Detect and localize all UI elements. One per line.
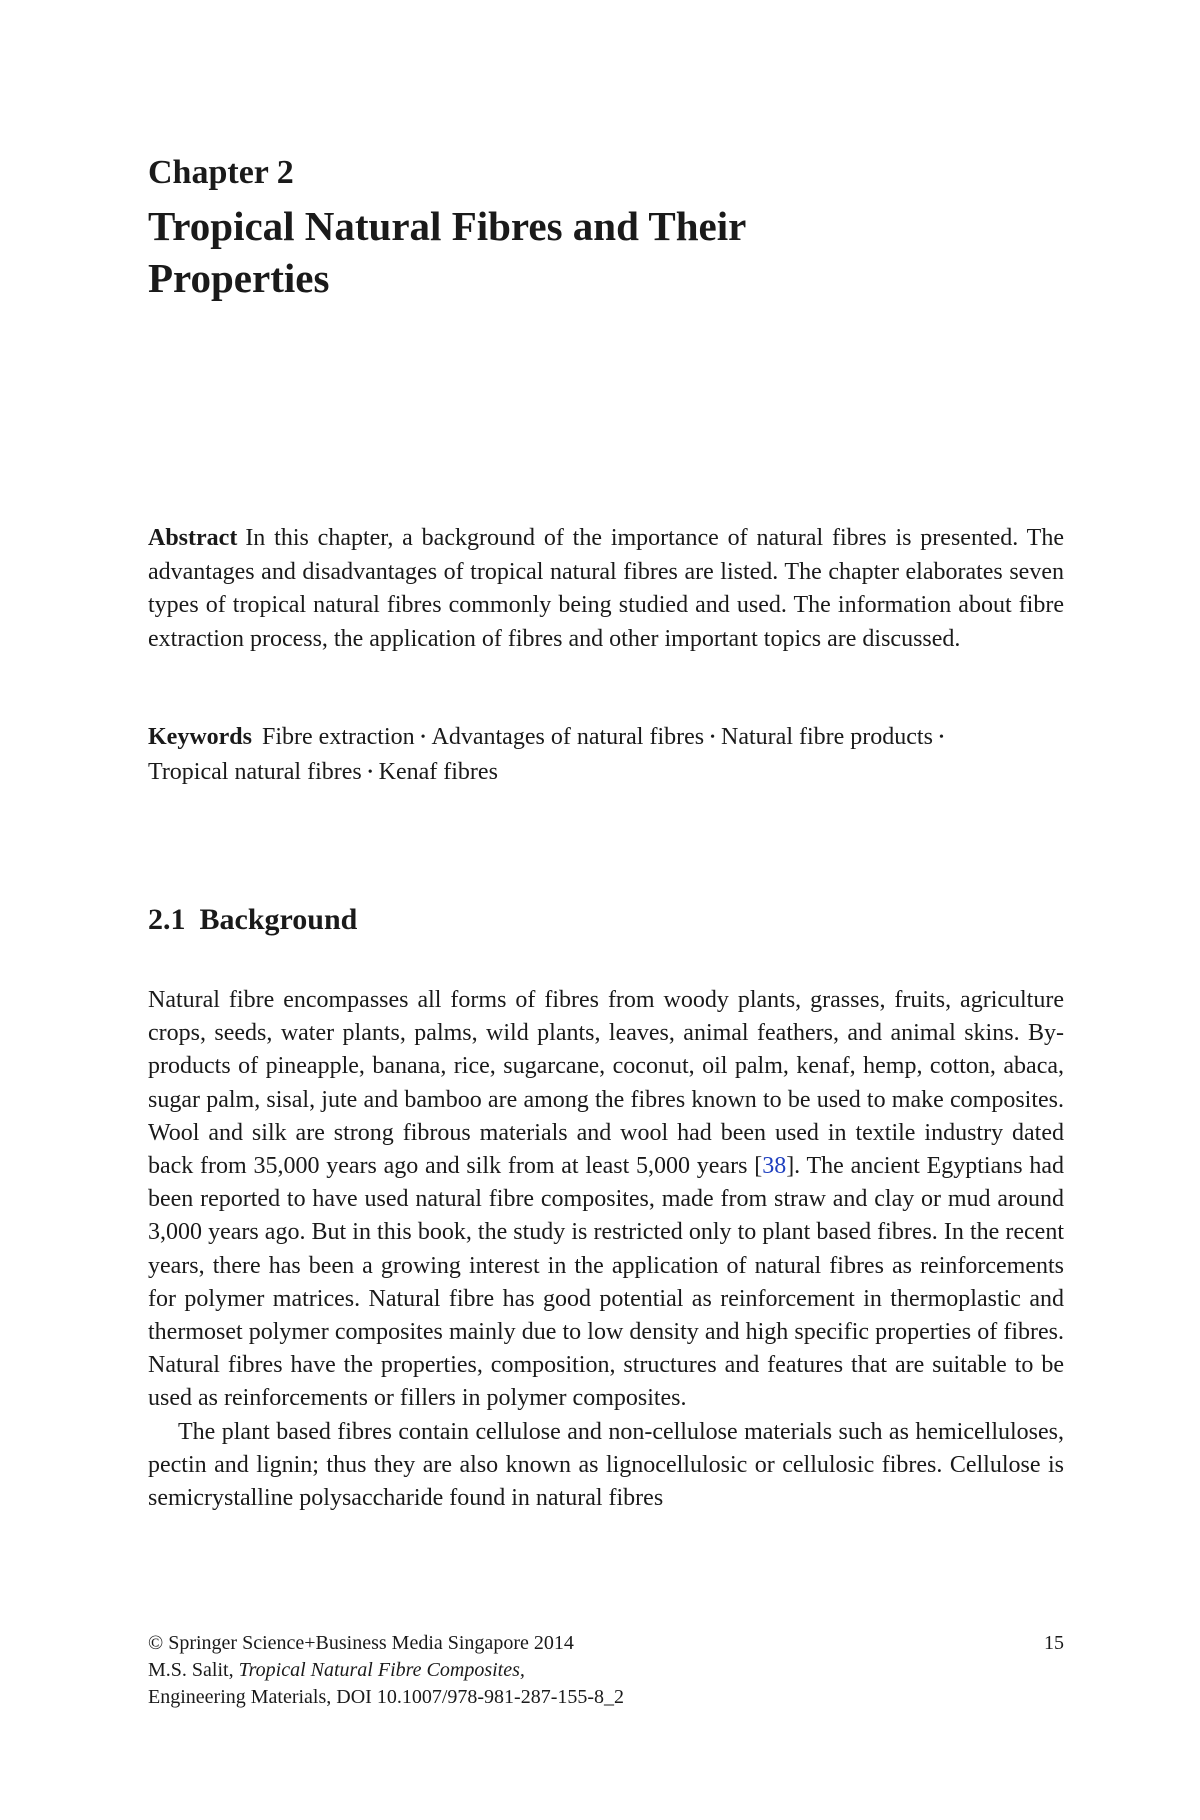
paragraph bbox=[148, 984, 1064, 1416]
keywords-lead: Keywords bbox=[148, 724, 252, 750]
keyword: Natural fibre products bbox=[721, 724, 933, 750]
keyword-separator: • bbox=[420, 730, 426, 745]
chapter-title: Tropical Natural Fibres and Their Properties bbox=[148, 203, 746, 301]
keyword: Tropical natural fibres bbox=[148, 759, 362, 785]
chapter-label: Chapter 2 bbox=[148, 154, 294, 191]
keywords bbox=[148, 720, 1064, 790]
page-footer bbox=[148, 1630, 1064, 1711]
abstract-text: In this chapter, a background of the importance of natural fibres is presented. The advantages and disadvantages of tropical natural fibres are listed. The chapter elaborates seven types of tropical natural fibres commonly being studied and used. The information about fibre extraction process, the application of fibres and other important topics are discussed. bbox=[148, 525, 1064, 652]
copyright-line: © Springer Science+Business Media Singapore 2014 bbox=[148, 1632, 574, 1654]
author-line bbox=[148, 1657, 1064, 1684]
author: M.S. Salit, bbox=[148, 1659, 234, 1681]
series-doi: Engineering Materials, DOI 10.1007/978-981-287-155-8_2 bbox=[148, 1686, 625, 1708]
keyword: Kenaf fibres bbox=[378, 759, 498, 785]
paragraph: The plant based fibres contain cellulose and non-cellulose materials such as hemicelluloses, pectin and lignin; thus they are also known as lignocellulosic or cellulosic fibres. Cellulose is semicrystalline polysaccharide found in natural fibres bbox=[148, 1418, 1064, 1512]
keyword: Advantages of natural fibres bbox=[431, 724, 705, 750]
section-title: Background bbox=[199, 903, 358, 936]
paragraph-text: ]. The ancient Egyptians had been reported to have used natural fibre composites, made from straw and clay or mud around 3,000 years ago. But in this book, the study is restricted only to plant based fibres. In the recent years, there has been a growing interest in the application of natural fibres as reinforcements for polymer matrices. Natural fibre has good potential as reinforcement in thermoplastic and thermoset polymer composites mainly due to low density and high specific properties of fibres. Natural fibres have the properties, composition, structures and features that are suitable to be used as reinforcements or fillers in polymer composites. bbox=[148, 1153, 1064, 1412]
citation-link[interactable]: 38 bbox=[762, 1153, 787, 1180]
keyword: Fibre extraction bbox=[262, 724, 415, 750]
body-text bbox=[148, 984, 1064, 1515]
page-number: 15 bbox=[1044, 1632, 1064, 1654]
section-number: 2.1 bbox=[148, 903, 186, 936]
section-heading bbox=[148, 900, 357, 940]
paragraph-text: Natural fibre encompasses all forms of fibres from woody plants, grasses, fruits, agriculture crops, seeds, water plants, palms, wild plants, leaves, animal feathers, and animal skins. By-products of pineapple, banana, rice, sugarcane, coconut, oil palm, kenaf, hemp, cotton, abaca, sugar palm, sisal, jute and bamboo are among the fibres known to be used to make composites. Wool and silk are strong fibrous materials and wool had been used in textile industry dated back from 35,000 years ago and silk from at least 5,000 years [ bbox=[148, 987, 1064, 1180]
keyword-separator: • bbox=[367, 765, 373, 780]
abstract-lead: Abstract bbox=[148, 525, 238, 551]
keyword-separator: • bbox=[938, 730, 944, 745]
keyword-separator: • bbox=[710, 730, 716, 745]
book-title: Tropical Natural Fibre Composites, bbox=[238, 1659, 525, 1681]
abstract bbox=[148, 522, 1064, 656]
